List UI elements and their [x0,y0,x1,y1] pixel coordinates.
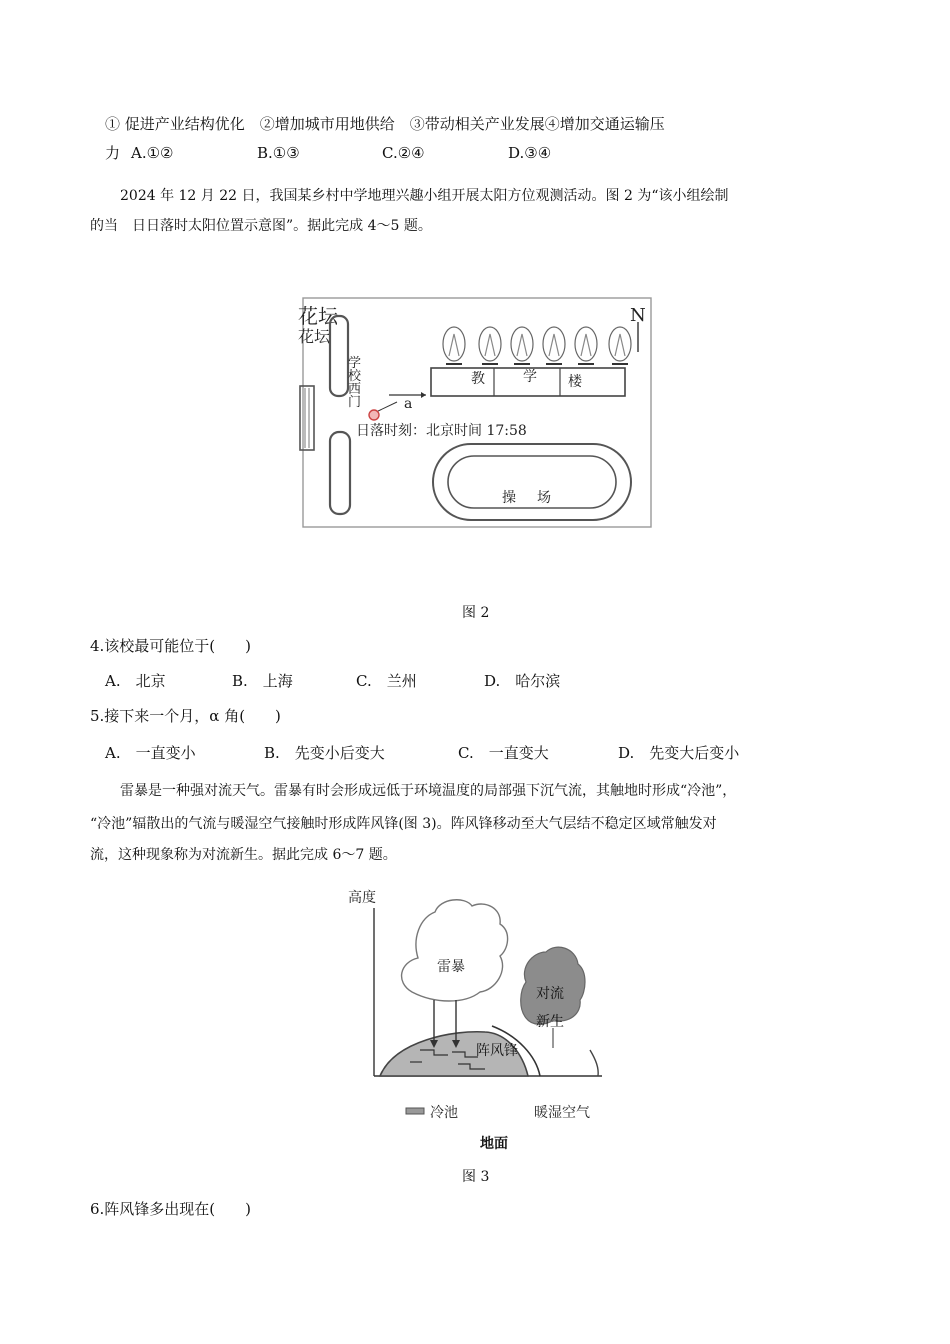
q5-option-a: A. 一直变小 [105,744,196,762]
q6-stem: 6.阵风锋多出现在( ) [90,1200,252,1218]
q4-option-a: A. 北京 [105,672,166,690]
q5-option-b: B. 先变小后变大 [264,744,385,762]
playground-char-2: 场 [537,490,551,506]
angle-label: a [404,396,413,412]
q4-option-c: C. 兰州 [356,672,417,690]
q3-options-line2-prefix: 力 [105,144,121,162]
flowerbed-label-2: 花坛 [298,327,331,346]
building-char-3: 楼 [568,374,582,390]
storm-label: 雷暴 [437,959,465,975]
intro-45-line1: 2024 年 12 月 22 日，我国某乡村中学地理兴趣小组开展太阳方位观测活动。图 2 为“该小组绘制 [120,188,729,204]
q3-options-line1: ① 促进产业结构优化 ②增加城市用地供给 ③带动相关产业发展④增加交通运输压 [105,115,665,133]
figure-3-gust-front [340,880,620,1138]
q5-stem: 5.接下来一个月，α 角( ) [90,707,281,725]
q3-option-b: B.①③ [257,144,300,162]
intro-45-line2: 的当 日日落时太阳位置示意图”。据此完成 4～5 题。 [90,218,432,234]
gate-char-3: 西 [348,382,362,397]
cold-pool-legend-icon [406,1108,424,1114]
q5-option-c: C. 一直变大 [458,744,549,762]
y-axis-label: 高度 [348,890,376,906]
figure-2-caption: 图 2 [462,605,490,621]
q4-option-d: D. 哈尔滨 [484,672,561,690]
north-label: N [630,305,646,326]
new-convection-label-2: 新生 [536,1014,564,1030]
sunset-time-label: 日落时刻：北京时间 17:58 [356,423,527,439]
figure-3-caption: 图 3 [462,1169,490,1185]
q3-option-a: A.①② [131,144,174,162]
q5-option-d: D. 先变大后变小 [618,744,740,762]
playground-char-1: 操 [502,490,516,506]
intro-67-line1: 雷暴是一种强对流天气。雷暴有时会形成远低于环境温度的局部强下沉气流，其触地时形成“冷池”， [120,783,737,799]
intro-67-line3: 流，这种现象称为对流新生。据此完成 6～7 题。 [90,847,397,863]
gate-char-1: 学 [348,356,362,371]
gate-char-4: 门 [348,395,362,410]
ground-label: 地面 [480,1136,508,1152]
legend-cold-pool: 冷池 [430,1105,458,1121]
flowerbed-label-1: 花坛 [298,304,338,328]
q4-stem: 4.该校最可能位于( ) [90,637,252,655]
q4-option-b: B. 上海 [232,672,293,690]
building-char-1: 教 [471,371,485,387]
building-char-2: 学 [523,369,537,385]
intro-67-line2: “冷池”辐散出的气流与暖湿空气接触时形成阵风锋(图 3)。阵风锋移动至大气层结不稳定区域常触发对 [90,816,717,832]
thunderstorm-cloud [402,900,508,1001]
legend-warm-air: 暖湿空气 [534,1105,590,1121]
figure-2-sunset-map [296,294,658,532]
q3-option-c: C.②④ [382,144,425,162]
sun-position-icon [369,410,379,420]
new-convection-label-1: 对流 [536,986,564,1002]
q3-option-d: D.③④ [508,144,552,162]
gust-front-label: 阵风锋 [476,1043,518,1059]
gate-char-2: 校 [348,369,362,384]
